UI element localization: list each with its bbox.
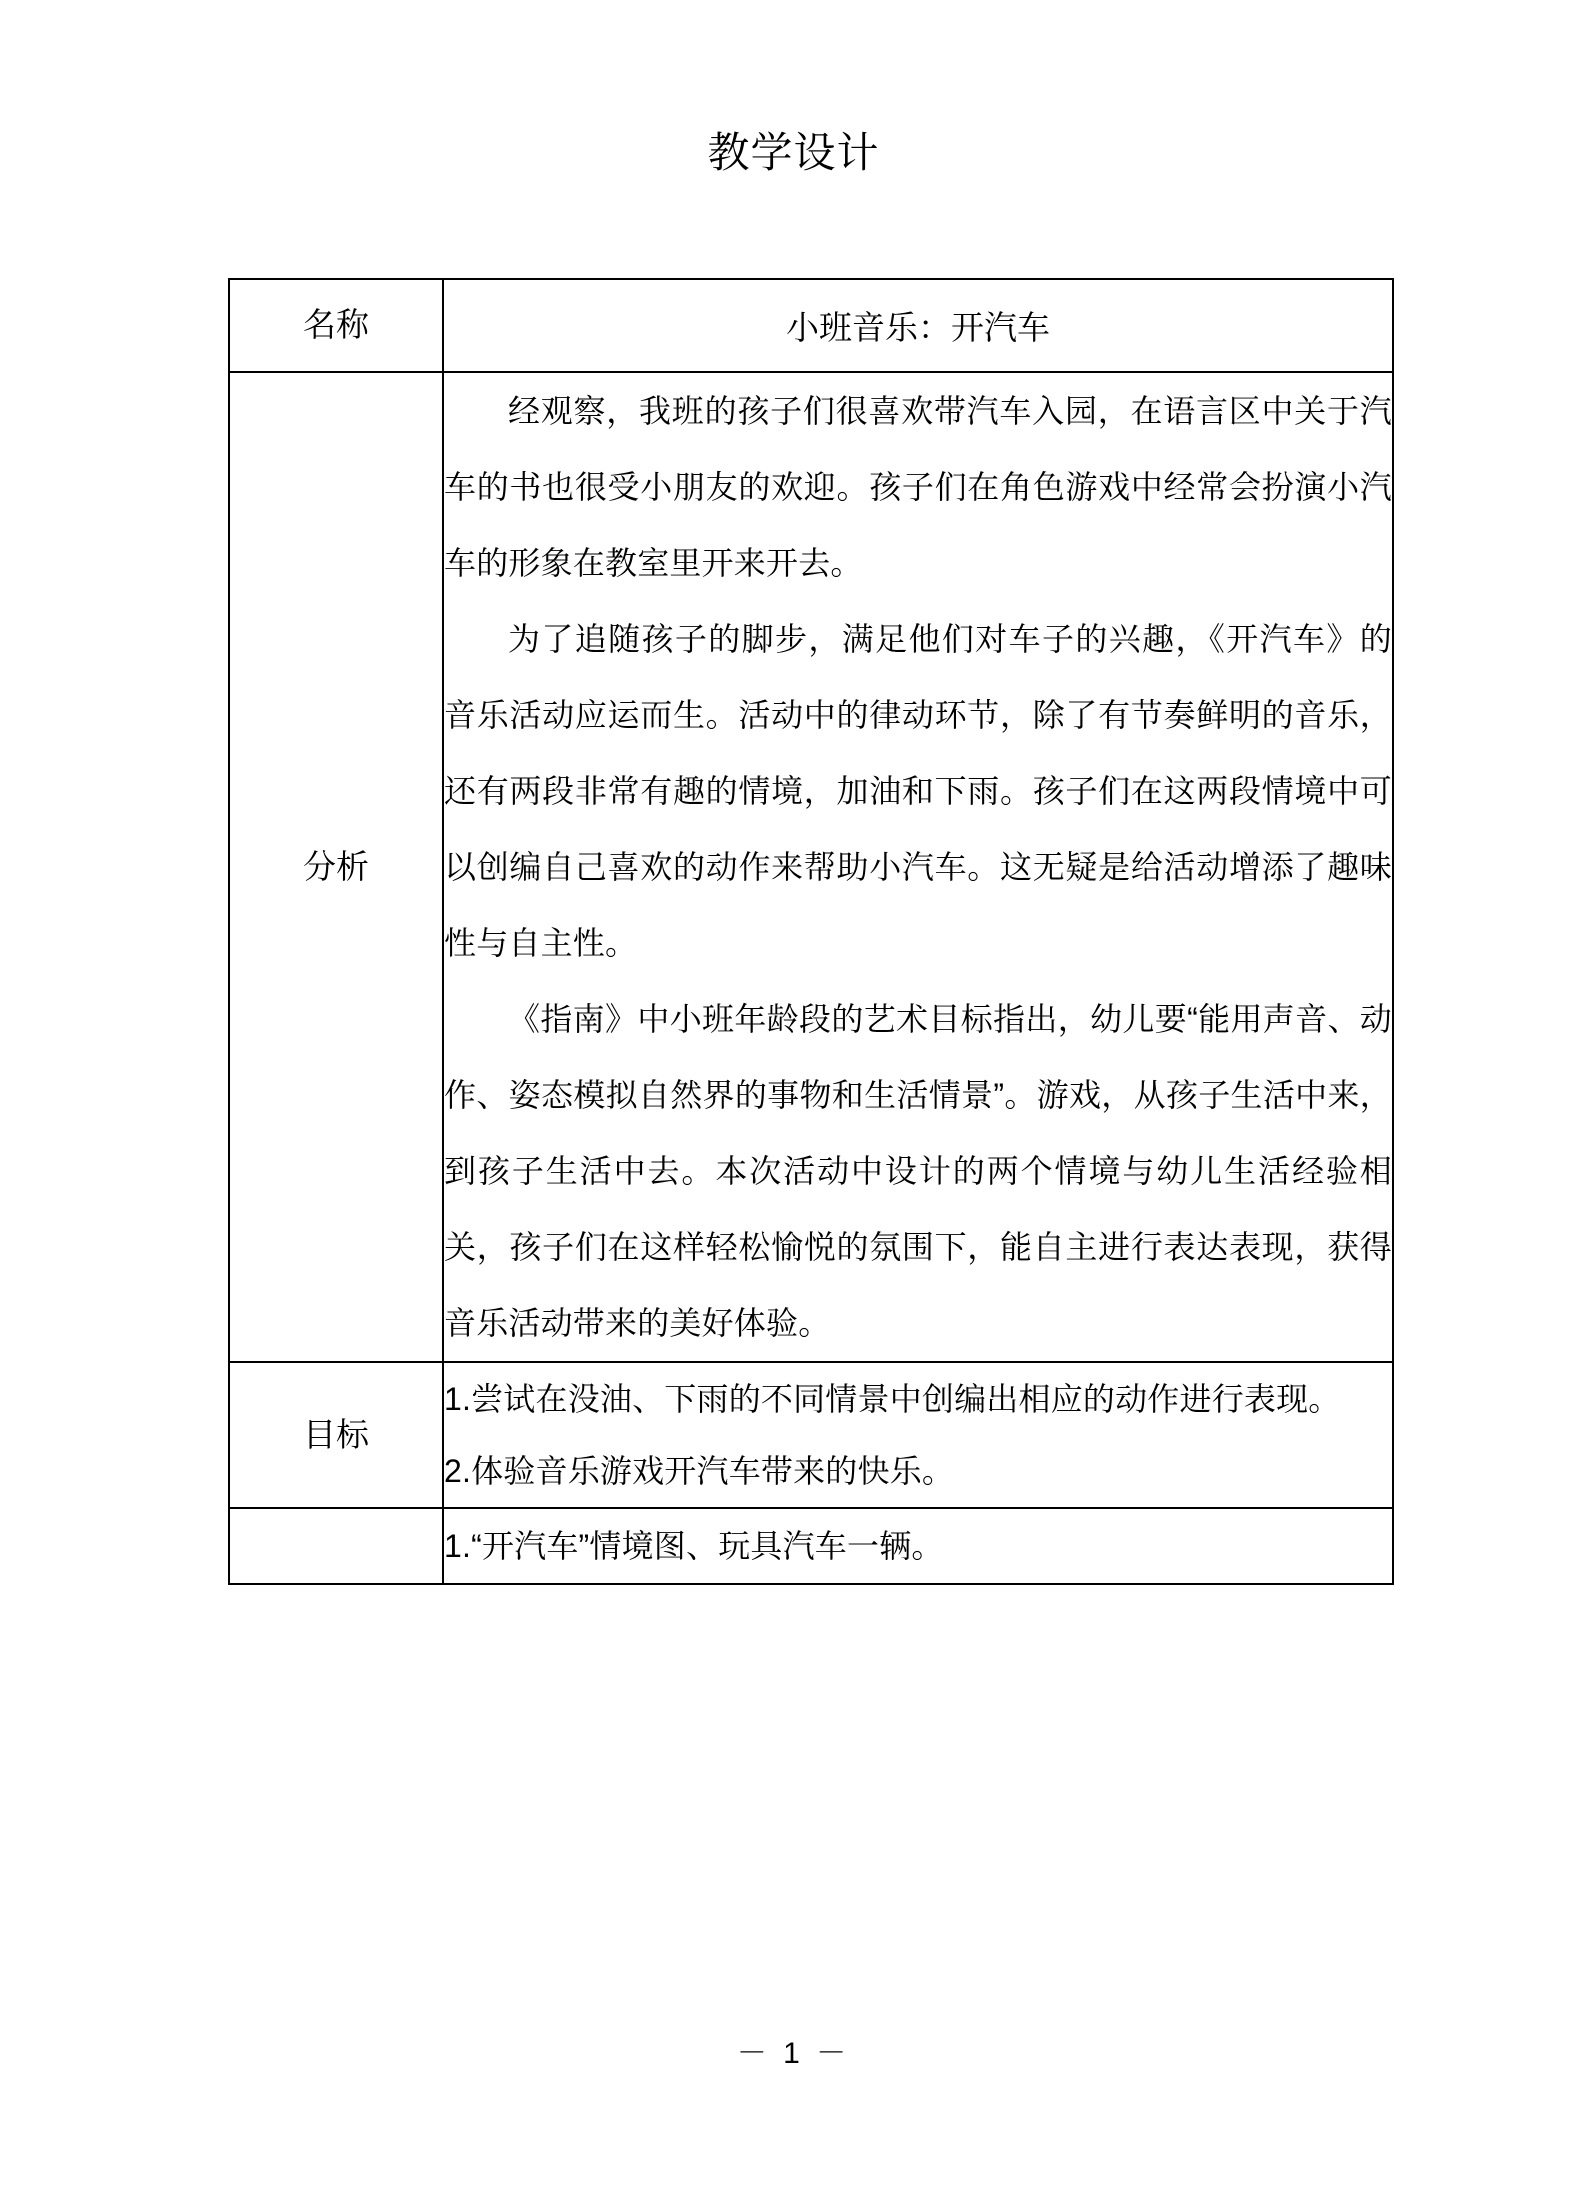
table-row-name: [229, 279, 1393, 372]
page-number-footer: － 1 －: [736, 2037, 851, 2070]
row-content-goals: [443, 1362, 1393, 1508]
table-row-goals: [229, 1362, 1393, 1508]
preparation-item-1: 1.“开汽车”情境图、玩具汽车一辆。: [444, 1528, 944, 1564]
analysis-paragraph-2: 为了追随孩子的脚步，满足他们对车子的兴趣，《开汽车》的音乐活动应运而生。活动中的律动环节，除了有节奏鲜明的音乐，还有两段非常有趣的情境，加油和下雨。孩子们在这两段情境中可以创编自己喜欢的动作来帮助小汽车。这无疑是给活动增添了趣味性与自主性。: [444, 621, 1392, 961]
row-label-analysis: 分析: [229, 372, 443, 1362]
analysis-paragraph-1: 经观察，我班的孩子们很喜欢带汽车入园，在语言区中关于汽车的书也很受小朋友的欢迎。孩子们在角色游戏中经常会扮演小汽车的形象在教室里开来开去。: [444, 393, 1392, 581]
row-label-preparation: [229, 1508, 443, 1584]
row-content-name: 小班音乐：开汽车: [443, 279, 1393, 372]
row-content-preparation: [443, 1508, 1393, 1584]
page-title: 教学设计: [707, 129, 880, 176]
table-row-analysis: [229, 372, 1393, 1362]
goal-item-2: 2.体验音乐游戏开汽车带来的快乐。: [444, 1453, 955, 1489]
lesson-plan-table: [228, 278, 1394, 1585]
analysis-paragraph-3: 《指南》中小班年龄段的艺术目标指出，幼儿要“能用声音、动作、姿态模拟自然界的事物和生活情景”。游戏，从孩子生活中来，到孩子生活中去。本次活动中设计的两个情境与幼儿生活经验相关，孩子们在这样轻松愉悦的氛围下，能自主进行表达表现，获得音乐活动带来的美好体验。: [444, 1001, 1392, 1341]
row-label-goals: 目标: [229, 1362, 443, 1508]
row-label-name: 名称: [229, 279, 443, 372]
goal-item-1: 1.尝试在没油、下雨的不同情景中创编出相应的动作进行表现。: [444, 1381, 1341, 1417]
table-row-preparation: [229, 1508, 1393, 1584]
row-content-analysis: [443, 372, 1393, 1362]
